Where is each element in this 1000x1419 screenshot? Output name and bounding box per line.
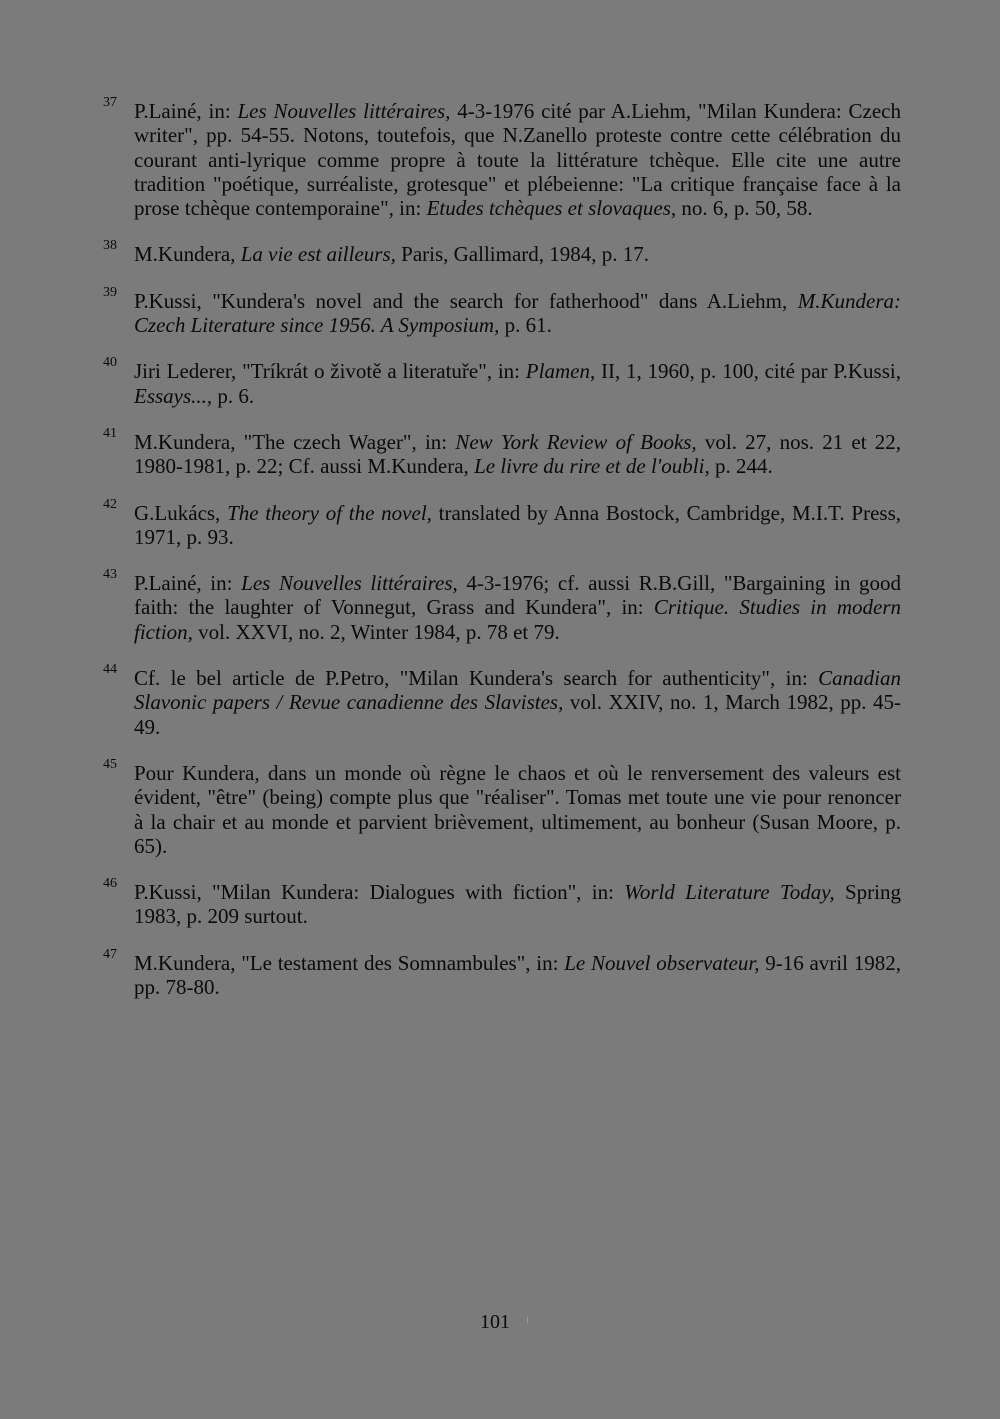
- footnote-title: Le Nouvel observateur,: [564, 950, 760, 975]
- scan-speck: [527, 1317, 528, 1323]
- footnote: [103, 425, 901, 479]
- footnote-text: Pour Kundera, dans un monde où règne le chaos et où le renversement des valeurs est évident, "être" (being) compte plus que "réaliser". Tomas met toute une vie pour renoncer à la chair et au monde et parvient brièvement, ultimement, au bonheur (Susan Moore, p. 65).: [134, 760, 901, 858]
- footnote-title: Les Nouvelles littéraires,: [237, 99, 451, 123]
- footnote-title: The theory of the novel,: [227, 500, 432, 525]
- footnote-title: Plamen,: [525, 359, 596, 384]
- footnote: [103, 355, 901, 408]
- footnote-text: translated by Anna Bostock, Cambridge, M.I.T. Press, 1971, p. 93.: [134, 500, 901, 549]
- footnote-text: P.Lainé, in:: [134, 99, 238, 123]
- footnote-number: 37: [103, 95, 117, 110]
- footnote-text: Jiri Lederer, "Tríkrát o životě a literatuře", in:: [134, 359, 526, 384]
- footnote-number: 40: [103, 355, 117, 371]
- footnote-title: Essays...,: [134, 383, 213, 408]
- footnote-text: G.Lukács,: [134, 500, 228, 525]
- footnote-number: 39: [103, 284, 117, 300]
- footnote-text: vol. XXVI, no. 2, Winter 1984, p. 78 et 79.: [192, 619, 560, 644]
- footnote-text: p. 6.: [212, 383, 255, 408]
- footnote-title: World Literature Today,: [624, 880, 835, 905]
- footnote: [103, 662, 901, 739]
- footnote-text: 9-16 avril 1982, pp. 78-80.: [134, 950, 901, 1000]
- footnote-number: 41: [103, 425, 117, 441]
- footnote-number: 47: [103, 946, 117, 962]
- footnote-title: Critique. Studies in modern fiction,: [134, 595, 901, 644]
- footnote-title: Le livre du rire et de l'oubli,: [474, 454, 710, 479]
- footnote-title: Etudes tchèques et slovaques,: [426, 196, 677, 221]
- footnote: [103, 946, 901, 1000]
- footnote: [103, 876, 901, 929]
- footnote: [103, 756, 901, 858]
- footnote-text: vol. XXIV, no. 1, March 1982, pp. 45-49.: [134, 690, 901, 739]
- footnote-title: Canadian Slavonic papers / Revue canadienne des Slavistes,: [134, 666, 901, 715]
- footnote-text: p. 244.: [709, 454, 773, 479]
- footnote-text: no. 6, p. 50, 58.: [676, 196, 813, 221]
- footnote: [103, 284, 901, 338]
- footnote: [103, 567, 901, 644]
- footnote-text: P.Kussi, "Kundera's novel and the search for fatherhood" dans A.Liehm,: [134, 288, 798, 313]
- footnote-text: vol. 27, nos. 21 et 22, 1980-1981, p. 22; Cf. aussi M.Kundera,: [134, 429, 901, 479]
- footnote-text: P.Kussi, "Milan Kundera: Dialogues with fiction", in:: [134, 880, 625, 905]
- page-number: 101: [480, 1311, 510, 1333]
- footnote-text: p. 61.: [499, 313, 552, 338]
- footnote-number: 44: [103, 662, 117, 678]
- footnote-text: Cf. le bel article de P.Petro, "Milan Kundera's search for authenticity", in:: [134, 666, 819, 691]
- footnotes-list: [103, 95, 901, 1021]
- footnote-text: 4-3-1976; cf. aussi R.B.Gill, "Bargaining in good faith: the laughter of Vonnegut, Grass and Kundera", in:: [134, 571, 901, 620]
- footnote-number: 43: [103, 567, 117, 583]
- footnote-title: La vie est ailleurs,: [240, 242, 396, 267]
- footnote-text: 4-3-1976 cité par A.Liehm, "Milan Kundera: Czech writer", pp. 54-55. Notons, toutefois, que N.Zanello proteste contre cette célébration du courant anti-lyrique comme propre à toute la littérature tchèque. Elle cite une autre tradition "poétique, surréaliste, grotesque" et plébeienne: "La critique française face à la prose tchèque contemporaine", in:: [134, 99, 901, 221]
- footnote-number: 45: [103, 756, 117, 772]
- footnote: [103, 496, 901, 550]
- footnote-number: 42: [103, 496, 117, 512]
- footnote-text: M.Kundera, "The czech Wager", in:: [134, 429, 456, 454]
- footnote: [103, 95, 901, 221]
- footnote-text: Spring 1983, p. 209 surtout.: [134, 880, 901, 929]
- footnote-title: New York Review of Books,: [455, 429, 697, 454]
- footnote-text: M.Kundera, "Le testament des Somnambules", in:: [134, 950, 565, 975]
- footnote-text: P.Lainé, in:: [134, 571, 242, 596]
- footnote-text: Paris, Gallimard, 1984, p. 17.: [395, 242, 650, 267]
- footnote-title: Les Nouvelles littéraires,: [241, 571, 458, 596]
- footnote-number: 46: [103, 876, 117, 892]
- footnote-text: M.Kundera,: [134, 242, 241, 267]
- footnote-title: M.Kundera: Czech Literature since 1956. A Symposium,: [134, 288, 901, 338]
- footnote-text: II, 1, 1960, p. 100, cité par P.Kussi,: [595, 359, 901, 384]
- footnote-number: 38: [103, 238, 117, 254]
- footnote: [103, 238, 901, 267]
